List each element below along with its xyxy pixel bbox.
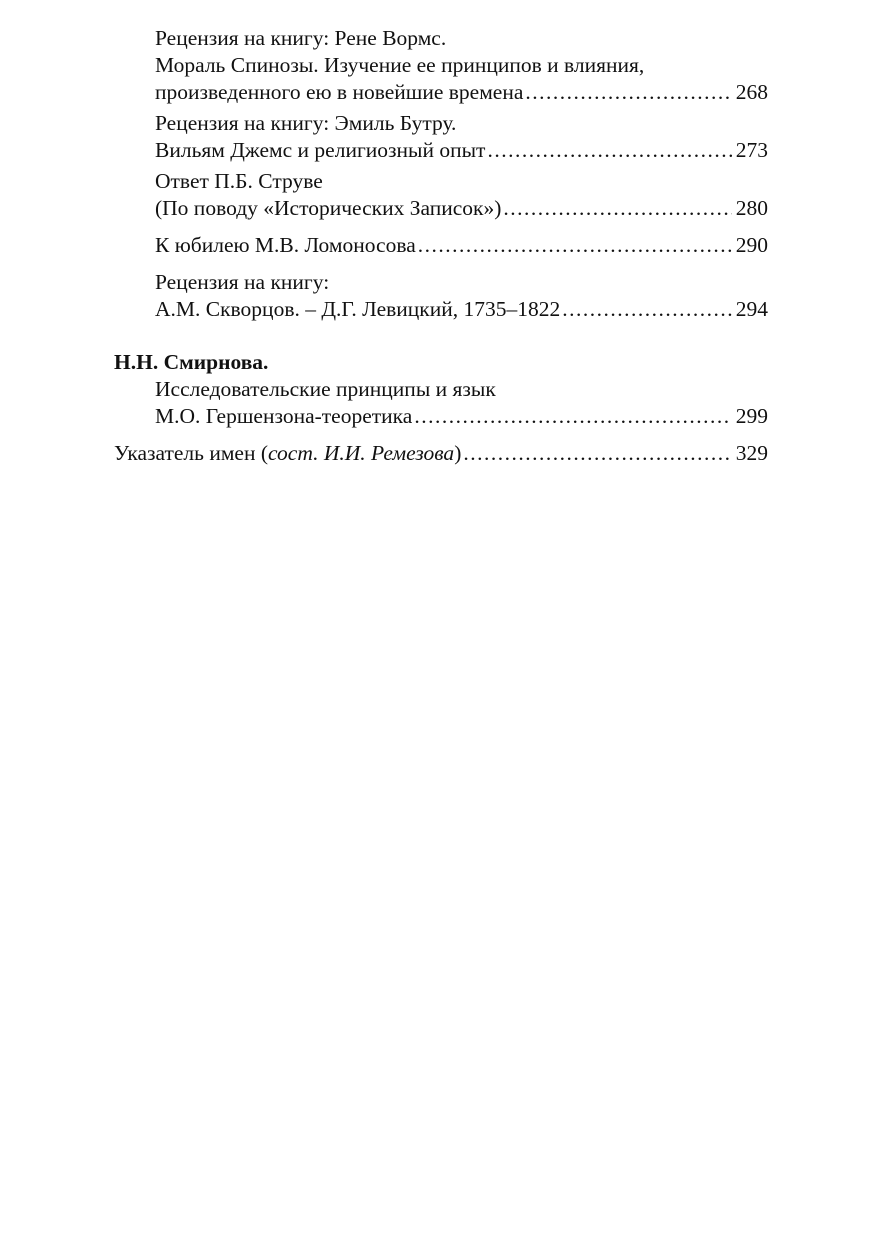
dot-leader [487, 137, 731, 164]
dot-leader [463, 440, 731, 467]
toc-entry-line: Рецензия на книгу: [155, 270, 330, 294]
toc-entry-smirnova[interactable] [114, 349, 768, 430]
toc-entry-boutroux-review[interactable] [114, 110, 768, 164]
toc-entry-line: Рецензия на книгу: Эмиль Бутру. [155, 111, 457, 135]
toc-entry-line: Исследовательские принципы и язык [155, 377, 496, 401]
toc-entry-line: Мораль Спинозы. Изучение ее принципов и влияния, [155, 53, 645, 77]
toc-entry-line: Рецензия на книгу: Рене Вормс. [155, 26, 447, 50]
dot-leader [525, 79, 731, 106]
page-number: 280 [735, 196, 768, 220]
page-number: 299 [735, 404, 768, 428]
toc-entry-title: произведенного ею в новейшие времена [155, 80, 524, 104]
page-number: 290 [735, 233, 768, 257]
toc-entry-title: Вильям Джемс и религиозный опыт [155, 138, 486, 162]
page-number: 273 [735, 138, 768, 162]
table-of-contents [114, 25, 768, 467]
toc-entry-line [114, 79, 768, 106]
toc-entry-line [114, 296, 768, 323]
toc-entry-worms-review[interactable] [114, 25, 768, 106]
dot-leader [503, 195, 731, 222]
dot-leader [418, 232, 732, 259]
name-index-compiler: сост. И.И. Ремезова [268, 441, 455, 465]
name-index-close: ) [454, 441, 462, 465]
toc-entry-title: А.М. Скворцов. – Д.Г. Левицкий, 1735–1822 [155, 297, 561, 321]
toc-entry-title [114, 440, 461, 467]
dot-leader [562, 296, 732, 323]
toc-entry-line [114, 232, 768, 259]
toc-entry-line: Ответ П.Б. Струве [155, 169, 323, 193]
toc-entry-line [114, 403, 768, 430]
toc-entry-line [114, 440, 768, 467]
dot-leader [414, 403, 731, 430]
toc-entry-struve-reply[interactable] [114, 168, 768, 222]
toc-author: Н.Н. Смирнова. [114, 350, 269, 374]
toc-entry-lomonosov[interactable] [114, 232, 768, 259]
page-number: 329 [735, 441, 768, 465]
toc-entry-skvortsov-review[interactable] [114, 269, 768, 323]
page-number: 294 [735, 297, 768, 321]
toc-entry-title: (По поводу «Исторических Записок») [155, 196, 502, 220]
page-number: 268 [735, 80, 768, 104]
toc-entry-line [114, 137, 768, 164]
toc-entry-line [114, 195, 768, 222]
toc-entry-name-index[interactable] [114, 440, 768, 467]
toc-entry-title: М.О. Гершензона-теоретика [155, 404, 413, 428]
toc-entry-title: К юбилею М.В. Ломоносова [155, 233, 416, 257]
name-index-label: Указатель имен ( [114, 441, 269, 465]
